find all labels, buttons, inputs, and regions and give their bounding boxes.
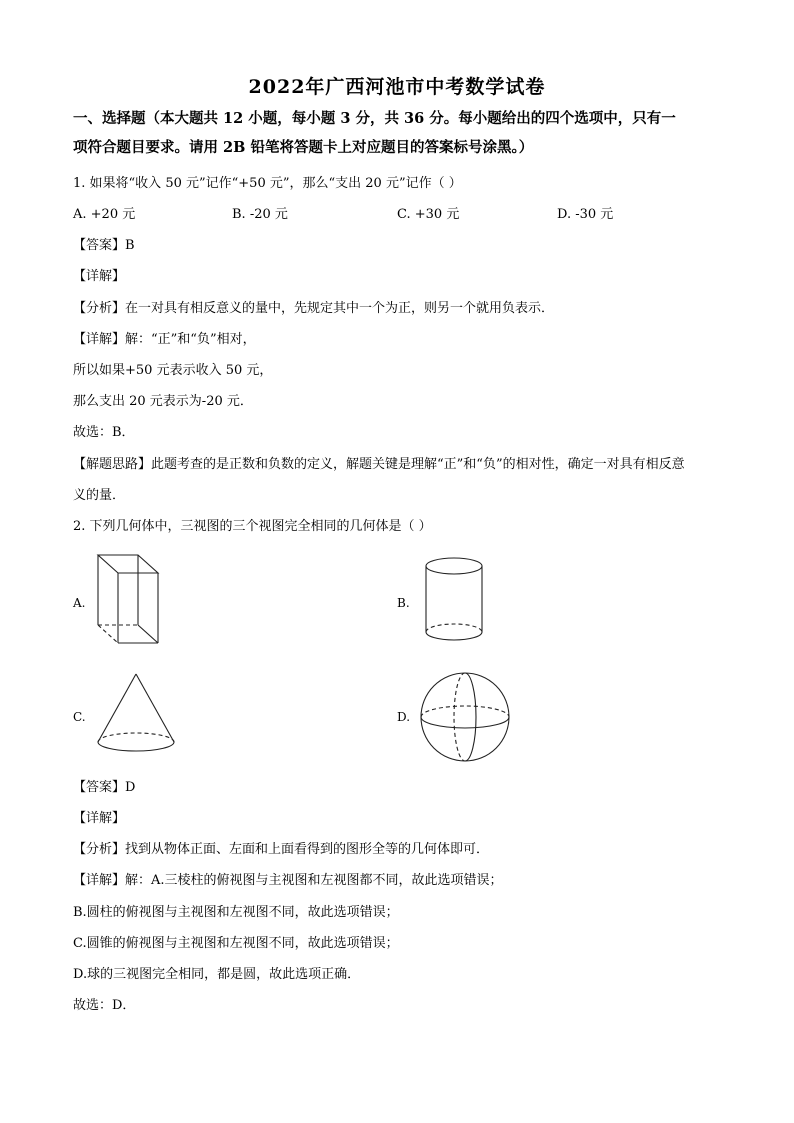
q1-thinking-line-2: 义的量． <box>73 488 126 503</box>
q2-detail-header: 【详解】 <box>73 811 126 826</box>
q1-thinking-line-1: 【解题思路】此题考查的是正数和负数的定义，解题关键是理解“正”和“负”的相对性，确定一对具有相反意 <box>73 457 685 472</box>
cylinder-icon <box>422 556 486 644</box>
section-heading-line-2: 项符合题目要求。请用 2B 铅笔将答题卡上对应题目的答案标号涂黑。） <box>73 139 534 156</box>
section-heading-line-1: 一、选择题（本大题共 12 小题，每小题 3 分，共 36 分。每小题给出的四个选项中，只有一 <box>73 110 676 127</box>
q2-figure-label-a: A. <box>73 596 86 610</box>
page-title: 2022年广西河池市中考数学试卷 <box>248 76 546 98</box>
q1-analysis: 【分析】在一对具有相反意义的量中，先规定其中一个为正，则另一个就用负表示． <box>73 301 555 316</box>
q1-detail-header: 【详解】 <box>73 269 126 284</box>
sphere-icon <box>418 670 512 764</box>
q2-detail-line-4: D.球的三视图完全相同，都是圆，故此选项正确． <box>73 967 361 982</box>
q1-answer: 【答案】B <box>73 238 135 253</box>
q1-detail-line-3: 那么支出 20 元表示为‐20 元． <box>73 394 253 409</box>
q2-answer: 【答案】D <box>73 780 136 795</box>
q2-detail-line-1: 【详解】解：A.三棱柱的俯视图与主视图和左视图都不同，故此选项错误； <box>73 873 503 888</box>
q2-figure-label-c: C. <box>73 710 86 724</box>
q1-option-a: A. +20 元 <box>73 207 136 222</box>
q1-stem: 1. 如果将“收入 50 元”记作“+50 元”，那么“支出 20 元”记作（ ） <box>73 176 462 191</box>
q1-detail-line-4: 故选：B． <box>73 425 135 440</box>
q2-figure-label-d: D. <box>397 710 411 724</box>
section-heading <box>73 104 723 162</box>
q1-option-d: D. ‐30 元 <box>557 207 614 222</box>
q2-detail-line-3: C.圆锥的俯视图与主视图和左视图不同，故此选项错误； <box>73 936 399 951</box>
q2-stem: 2. 下列几何体中，三视图的三个视图完全相同的几何体是（ ） <box>73 519 432 534</box>
q2-detail-line-2: B.圆柱的俯视图与主视图和左视图不同，故此选项错误； <box>73 905 399 920</box>
q2-figure-label-b: B. <box>397 596 410 610</box>
q1-option-c: C. +30 元 <box>397 207 460 222</box>
triangular-prism-icon <box>95 553 165 648</box>
q2-detail-line-5: 故选：D． <box>73 998 136 1013</box>
q1-detail-line-2: 所以如果+50 元表示收入 50 元， <box>73 363 273 378</box>
q2-analysis: 【分析】找到从物体正面、左面和上面看得到的图形全等的几何体即可． <box>73 842 490 857</box>
q1-option-b: B. ‐20 元 <box>232 207 288 222</box>
cone-icon <box>94 672 178 754</box>
q1-detail-line-1: 【详解】解：“正”和“负”相对， <box>73 332 256 347</box>
